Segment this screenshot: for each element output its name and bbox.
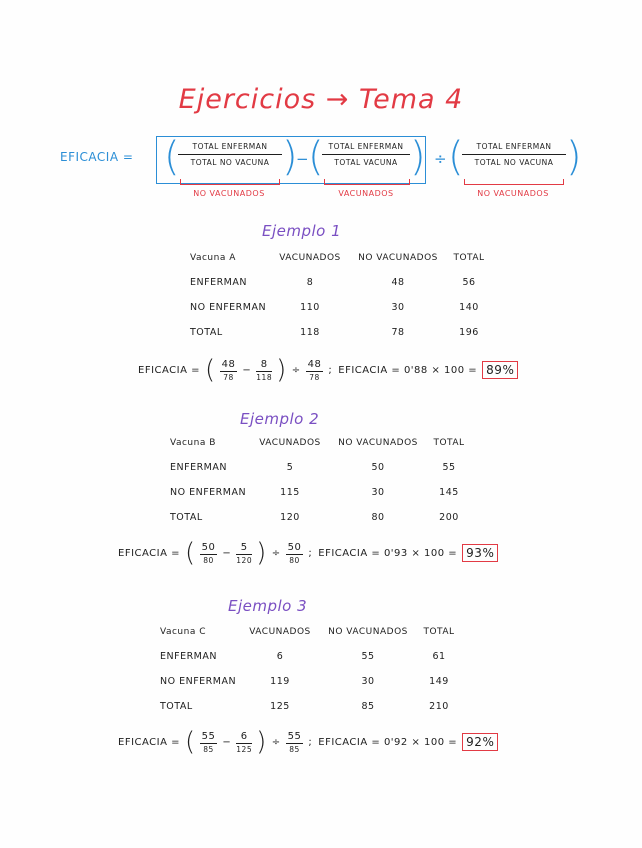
table-header-row: Vacuna B VACUNADOS NO VACUNADOS TOTAL — [170, 437, 465, 448]
formula-label: EFICACIA = — [60, 150, 134, 164]
result-badge: 93% — [462, 544, 498, 562]
fraction: 48 78 — [307, 358, 322, 382]
example-2-equation: EFICACIA = ( 50 80 − 5 120 ) ÷ 50 80 ; EFICACIA = 0'93 × 100 = 93% — [115, 540, 498, 566]
table-row: ENFERMAN 8 48 56 — [190, 277, 476, 288]
fraction: 8 118 — [256, 358, 273, 382]
fraction: 6 125 — [236, 730, 253, 754]
fraction: 48 78 — [221, 358, 236, 382]
table-row: TOTAL 125 85 210 — [160, 701, 449, 712]
example-1-title: Ejemplo 1 — [262, 222, 342, 240]
fraction: 55 85 — [287, 730, 302, 754]
minus-sign: − — [296, 150, 310, 168]
result-badge: 92% — [462, 733, 498, 751]
page-title: Ejercicios → Tema 4 — [178, 84, 464, 115]
table-row: NO ENFERMAN 115 30 145 — [170, 487, 459, 498]
example-3-equation: EFICACIA = ( 55 85 − 6 125 ) ÷ 55 85 ; EFICACIA = 0'92 × 100 = 92% — [115, 729, 498, 755]
close-paren: ) — [566, 134, 583, 180]
example-3-table — [160, 619, 462, 719]
underline-no-vacunados — [180, 179, 280, 185]
table-row: NO ENFERMAN 110 30 140 — [190, 302, 479, 313]
close-paren: ) — [410, 134, 427, 180]
fraction-no-vacunados: TOTAL ENFERMAN TOTAL NO VACUNA — [178, 142, 282, 167]
example-1-table — [190, 245, 492, 345]
fraction-vacunados: TOTAL ENFERMAN TOTAL VACUNA — [322, 142, 410, 167]
example-3-title: Ejemplo 3 — [228, 597, 308, 615]
underline-no-vacunados-2 — [464, 179, 564, 185]
table-row: ENFERMAN 6 55 61 — [160, 651, 446, 662]
result-badge: 89% — [482, 361, 518, 379]
table-row: NO ENFERMAN 119 30 149 — [160, 676, 449, 687]
table-row: TOTAL 118 78 196 — [190, 327, 479, 338]
fraction: 50 80 — [201, 541, 216, 565]
close-paren: ) — [282, 134, 299, 180]
open-paren: ( — [308, 134, 325, 180]
example-2-table — [170, 430, 472, 530]
fraction: 5 120 — [236, 541, 253, 565]
example-2-title: Ejemplo 2 — [240, 410, 320, 428]
underline-vacunados — [324, 179, 410, 185]
efficacy-formula — [60, 132, 590, 212]
open-paren: ( — [448, 134, 465, 180]
table-row: ENFERMAN 5 50 55 — [170, 462, 456, 473]
fraction: 55 85 — [201, 730, 216, 754]
fraction: 50 80 — [287, 541, 302, 565]
table-header-row: Vacuna C VACUNADOS NO VACUNADOS TOTAL — [160, 626, 455, 637]
example-1-equation: EFICACIA = ( 48 78 − 8 118 ) ÷ 48 78 ; EFICACIA = 0'88 × 100 = 89% — [135, 357, 518, 383]
label-vacunados: VACUNADOS — [338, 189, 394, 198]
fraction-no-vacunados-2: TOTAL ENFERMAN TOTAL NO VACUNA — [462, 142, 566, 167]
table-header-row: Vacuna A VACUNADOS NO VACUNADOS TOTAL — [190, 252, 485, 263]
divide-sign: ÷ — [434, 150, 448, 168]
label-no-vacunados-2: NO VACUNADOS — [477, 189, 549, 198]
open-paren: ( — [164, 134, 181, 180]
table-row: TOTAL 120 80 200 — [170, 512, 459, 523]
label-no-vacunados: NO VACUNADOS — [193, 189, 265, 198]
